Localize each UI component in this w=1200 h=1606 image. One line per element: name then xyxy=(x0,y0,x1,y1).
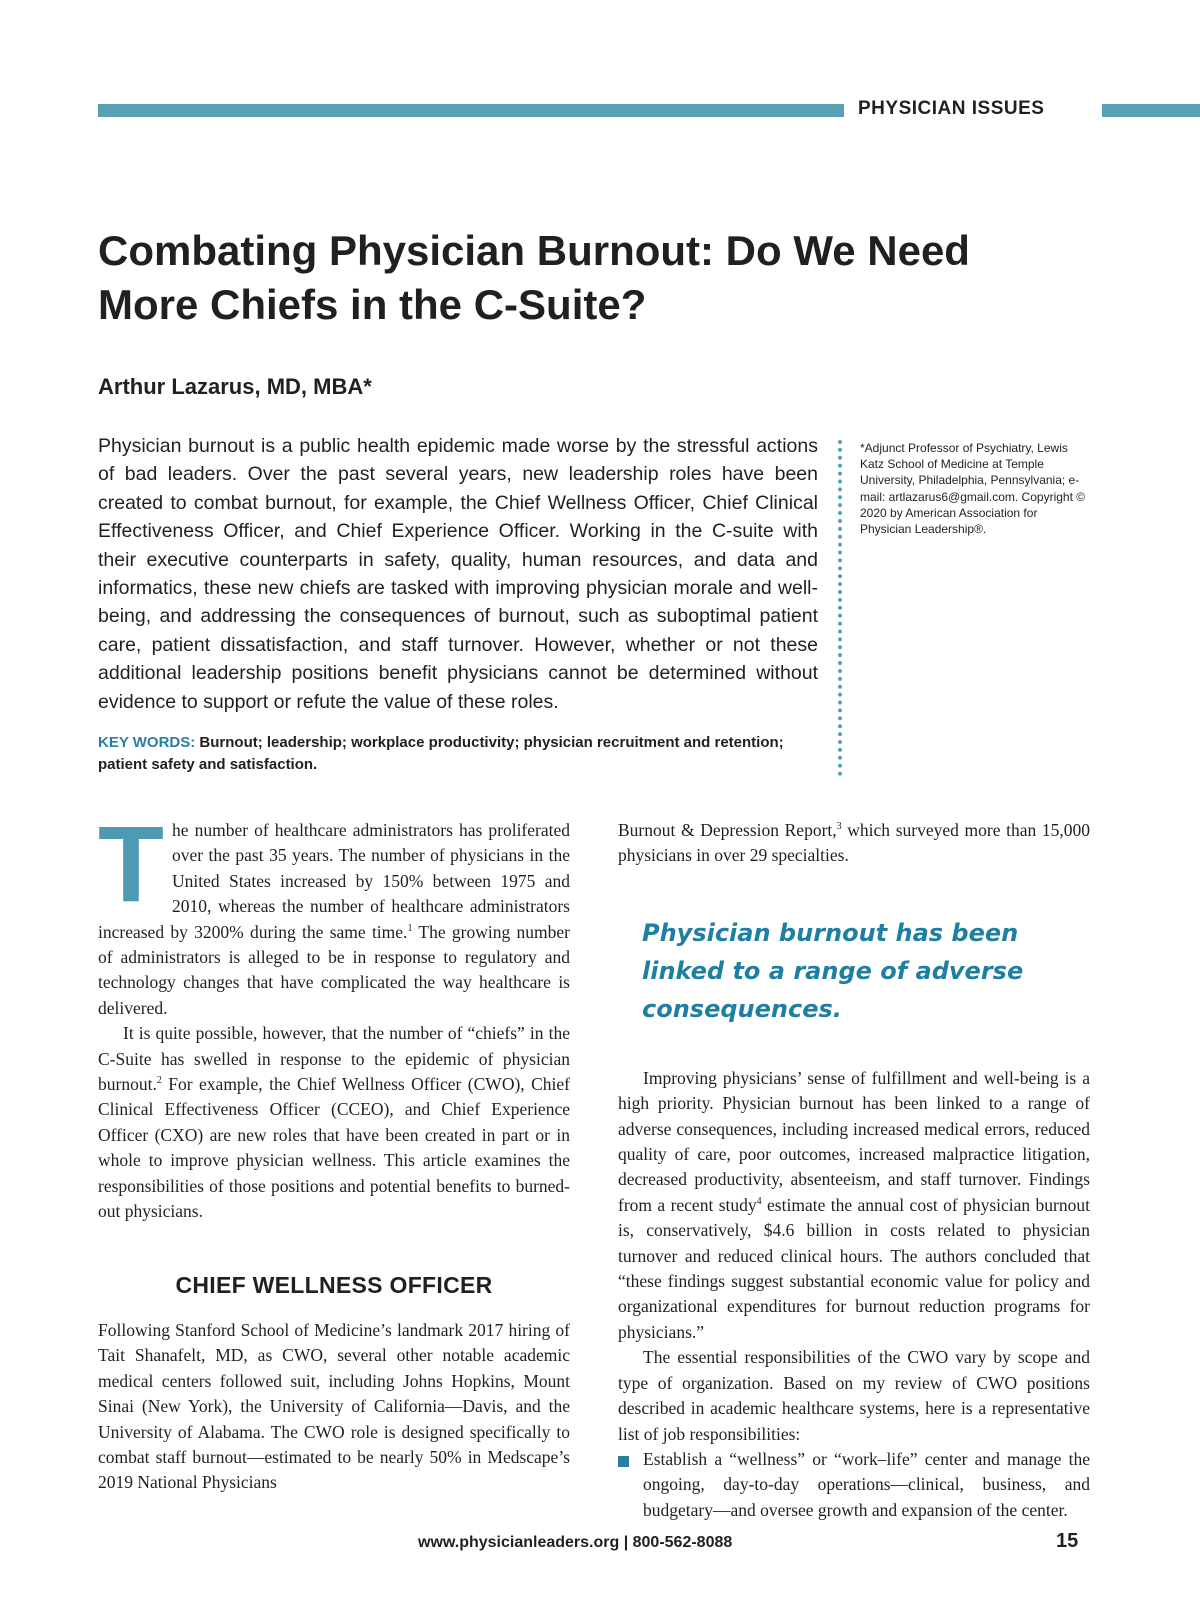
section-label: PHYSICIAN ISSUES xyxy=(858,98,1045,119)
drop-cap: T xyxy=(98,803,164,924)
paragraph-2: It is quite possible, however, that the number of “chiefs” in the C-Suite has swelled in response to the epidemic of physician burnout.$^2$ For example, the Chief Wellness Officer (CWO), Chief Clinical Effectiveness Officer (CCEO), and Chief Experience Officer (CXO) are new roles that have been created in part or in whole to improve physician wellness. This article examines the responsibilities of those positions and potential benefits to burned-out physicians. xyxy=(98,1023,570,1222)
paragraph-5: The essential responsibilities of the CWO vary by scope and type of organization. Based on my review of CWO positions described in academic healthcare systems, here is a representative list of job responsibilities: xyxy=(618,1347,1090,1444)
keywords-text: Burnout; leadership; workplace productivity; physician recruitment and retention; patient safety and satisfaction. xyxy=(98,734,784,773)
header-rule-left xyxy=(98,104,844,117)
paragraph-3: Following Stanford School of Medicine’s landmark 2017 hiring of Tait Shanafelt, MD, as CWO, several other notable academic medical centers followed suit, including Johns Hopkins, Mount Sinai (New York), the University of California—Davis, and the University of Alabama. The CWO role is designed specifically to combat staff burnout—estimated to be nearly 50% in Medscape’s 2019 National Physicians xyxy=(98,1319,570,1493)
paragraph-3-continued: Burnout & Depression Report,$^3$ which surveyed more than 15,000 physicians in over 29 specialties. xyxy=(618,820,1090,866)
list-item: Establish a “wellness” or “work–life” center and manage the ongoing, day-to-day operations—clinical, business, and budgetary—and oversee growth and expansion of the center. xyxy=(618,1447,1090,1523)
body-column-left xyxy=(98,803,570,1496)
responsibilities-list xyxy=(618,1447,1090,1523)
paragraph-4: Improving physicians’ sense of fulfillment and well-being is a high priority. Physician burnout has been linked to a range of adverse consequences, including increased medical errors, reduced quality of care, poor outcomes, increased malpractice litigation, decreased productivity, absenteeism, and staff turnover. Findings from a recent study$^4$ estimate the annual cost of physician burnout is, conservatively, $4.6 billion in costs related to physician turnover and reduced clinical hours. The authors concluded that “these findings suggest substantial economic value for policy and organizational expenditures for burnout reduction programs for physicians.” xyxy=(618,1067,1090,1342)
keywords-label: KEY WORDS: xyxy=(98,734,196,751)
footer-contact: www.physicianleaders.org | 800-562-8088 xyxy=(418,1534,733,1551)
section-heading-cwo: CHIEF WELLNESS OFFICER xyxy=(175,1271,493,1298)
reference-2: 2 xyxy=(156,1075,162,1087)
reference-4: 4 xyxy=(756,1196,762,1208)
abstract: Physician burnout is a public health epidemic made worse by the stressful actions of bad leaders. Over the past several years, new leadership roles have been created to combat burnout, for example, the Chief Wellness Officer, Chief Clinical Effectiveness Officer, and Chief Experience Officer. Working in the C-suite with their executive counterparts in safety, quality, human resources, and data and informatics, these new chiefs are tasked with improving physician morale and well-being, and addressing the consequences of burnout, such as suboptimal patient care, patient dissatisfaction, and staff turnover. However, whether or not these additional leadership positions benefit physicians cannot be determined without evidence to support or refute the value of these roles. xyxy=(98,435,818,713)
reference-1: 1 xyxy=(407,922,413,934)
keywords xyxy=(98,732,818,776)
square-bullet-icon xyxy=(618,1456,629,1467)
intro-paragraph: The number of healthcare administrators has proliferated over the past 35 years. The number of physicians in the United States increased by 150% between 1975 and 2010, whereas the number of healthcare administrators increased by 3200% during the same time.$^1$ The growing number of administrators is alleged to be in response to regulatory and technology changes that have complicated the way healthcare is delivered. xyxy=(98,803,570,1018)
pull-quote: Physician burnout has been linked to a range of adverse consequences. xyxy=(642,918,1024,1023)
sidebar-divider xyxy=(838,440,842,776)
body-column-right xyxy=(618,818,1090,1523)
article-title: Combating Physician Burnout: Do We Need More Chiefs in the C-Suite? xyxy=(98,227,970,328)
page-number: 15 xyxy=(1056,1530,1079,1552)
author-affiliation: *Adjunct Professor of Psychiatry, Lewis Katz School of Medicine at Temple University, Philadelphia, Pennsylvania; e-mail: artlazarus6@gmail.com. Copyright © 2020 by American Association for Physician Leadership®. xyxy=(860,441,1086,537)
article-author: Arthur Lazarus, MD, MBA* xyxy=(98,374,372,399)
header-rule-right xyxy=(1102,104,1200,117)
reference-3: 3 xyxy=(836,821,842,833)
